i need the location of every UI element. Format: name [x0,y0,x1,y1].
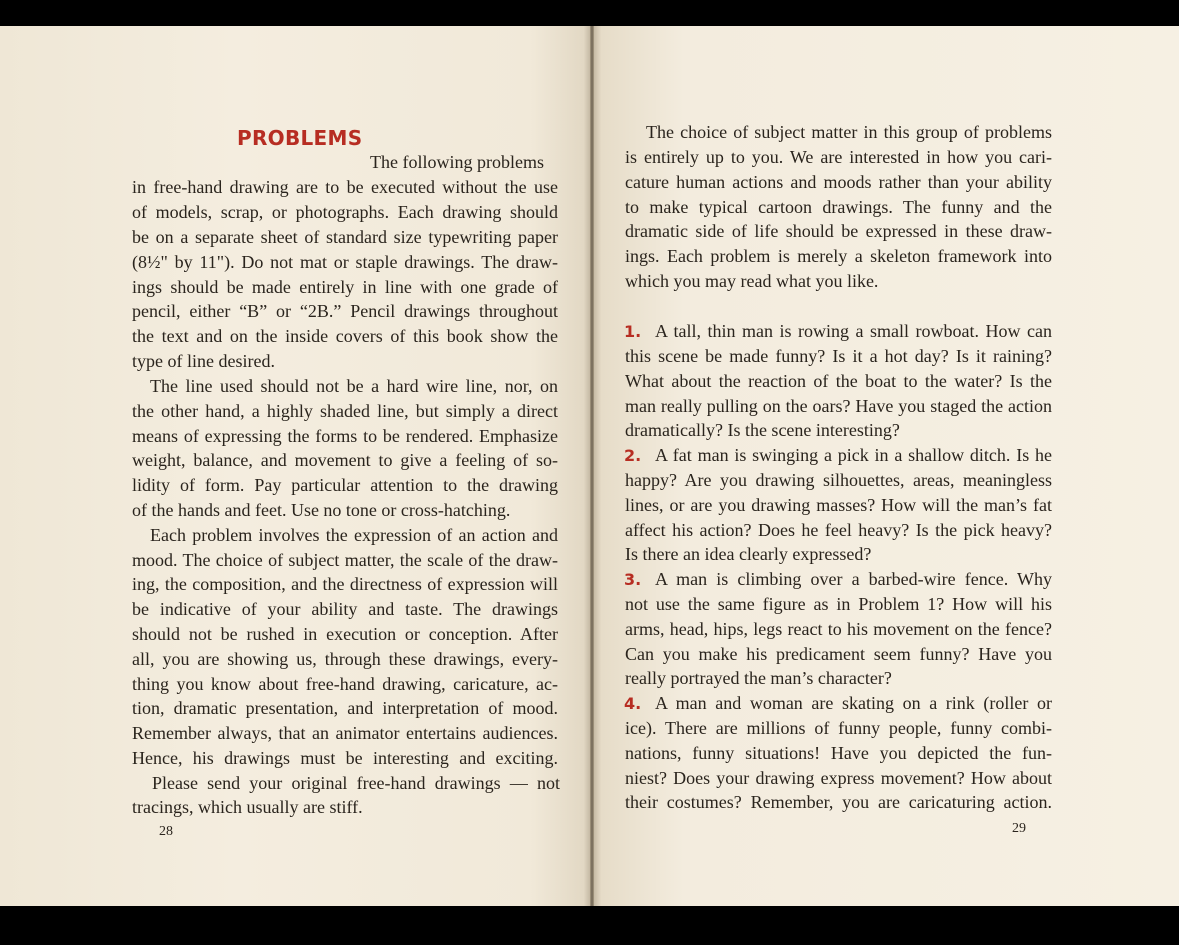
text-line: which you may read what you like. [625,271,879,291]
text-line: ice). There are millions of funny people, funny combi- [625,718,1052,738]
text-line: Each problem involves the expression of an action and [150,525,558,545]
text-line: Is there an idea clearly expressed? [625,544,872,564]
text-line: A man is climbing over a barbed-wire fence. Why [655,569,1052,589]
text-line: pencil, either “B” or “2B.” Pencil drawings throughout [132,301,558,321]
book-spread [0,26,1179,906]
problem-number: 2. [624,446,642,465]
text-line: means of expressing the forms to be rendered. Emphasize [132,426,558,446]
text-line: ings should be made entirely in line with one grade of [132,277,558,297]
text-line: Please send your original free-hand drawings — not [152,773,560,793]
right-page [594,26,1179,906]
problem-number: 3. [624,570,642,589]
text-line: lidity of form. Pay particular attention to the drawing [132,475,558,495]
text-line: not use the same figure as in Problem 1? How will his [625,594,1052,614]
left-page [0,26,590,906]
page-number: 29 [1012,821,1026,836]
text-line: A man and woman are skating on a rink (roller or [655,693,1052,713]
text-line: to make typical cartoon drawings. The funny and the [625,197,1052,217]
text-line: nations, funny situations! Have you depicted the fun- [625,743,1052,763]
text-line: weight, balance, and movement to give a feeling of so- [132,450,558,470]
text-line: ings. Each problem is merely a skeleton framework into [625,246,1052,266]
text-line: cature human actions and moods rather than your ability [625,172,1052,192]
text-line: lines, or are you drawing masses? How will the man’s fat [625,495,1052,515]
text-line: The following problems [370,152,544,172]
text-line: be on a separate sheet of standard size typewriting paper [132,227,558,247]
text-line: dramatic side of life should be expressed in these draw- [625,221,1052,241]
text-line: all, you are showing us, through these drawings, every- [132,649,558,669]
text-line: mood. The choice of subject matter, the scale of the draw- [132,550,558,570]
text-line: the text and on the inside covers of this book show the [132,326,558,346]
text-line: type of line desired. [132,351,275,371]
text-line: of models, scrap, or photographs. Each drawing should [132,202,558,222]
text-line: What about the reaction of the boat to the water? Is the [625,371,1052,391]
text-line: niest? Does your drawing express movement? How about [625,768,1052,788]
text-line: is entirely up to you. We are interested in how you cari- [625,147,1052,167]
text-line: should not be rushed in execution or conception. After [132,624,558,644]
text-line: their costumes? Remember, you are caricaturing action. [625,792,1052,812]
page-number: 28 [159,824,173,839]
problems-heading: PROBLEMS [237,126,363,150]
text-line: The choice of subject matter in this group of problems [646,122,1052,142]
text-line: really portrayed the man’s character? [625,668,892,688]
text-line: The line used should not be a hard wire line, nor, on [150,376,558,396]
text-line: man really pulling on the oars? Have you staged the action [625,396,1052,416]
text-line: A fat man is swinging a pick in a shallow ditch. Is he [655,445,1052,465]
text-line: Remember always, that an animator entertains audiences. [132,723,558,743]
problem-number: 1. [624,322,642,341]
text-line: of the hands and feet. Use no tone or cross-hatching. [132,500,511,520]
text-line: happy? Are you drawing silhouettes, areas, meaningless [625,470,1052,490]
text-line: the other hand, a highly shaded line, but simply a direct [132,401,558,421]
text-line: in free-hand drawing are to be executed without the use [132,177,558,197]
text-line: dramatically? Is the scene interesting? [625,420,900,440]
text-line: thing you know about free-hand drawing, caricature, ac- [132,674,558,694]
text-line: arms, head, hips, legs react to his movement on the fence? [625,619,1052,639]
text-line: this scene be made funny? Is it a hot day? Is it raining? [625,346,1052,366]
text-line: Hence, his drawings must be interesting and exciting. [132,748,558,768]
text-line: ing, the composition, and the directness of expression will [132,574,558,594]
text-line: tracings, which usually are stiff. [132,797,363,817]
text-line: affect his action? Does he feel heavy? Is the pick heavy? [625,520,1052,540]
problem-number: 4. [624,694,642,713]
text-line: be indicative of your ability and taste. The drawings [132,599,558,619]
text-line: A tall, thin man is rowing a small rowboat. How can [655,321,1052,341]
text-line: tion, dramatic presentation, and interpretation of mood. [132,698,558,718]
text-line: (8½" by 11"). Do not mat or staple drawings. The draw- [132,252,558,272]
text-line: Can you make his predicament seem funny? Have you [625,644,1052,664]
